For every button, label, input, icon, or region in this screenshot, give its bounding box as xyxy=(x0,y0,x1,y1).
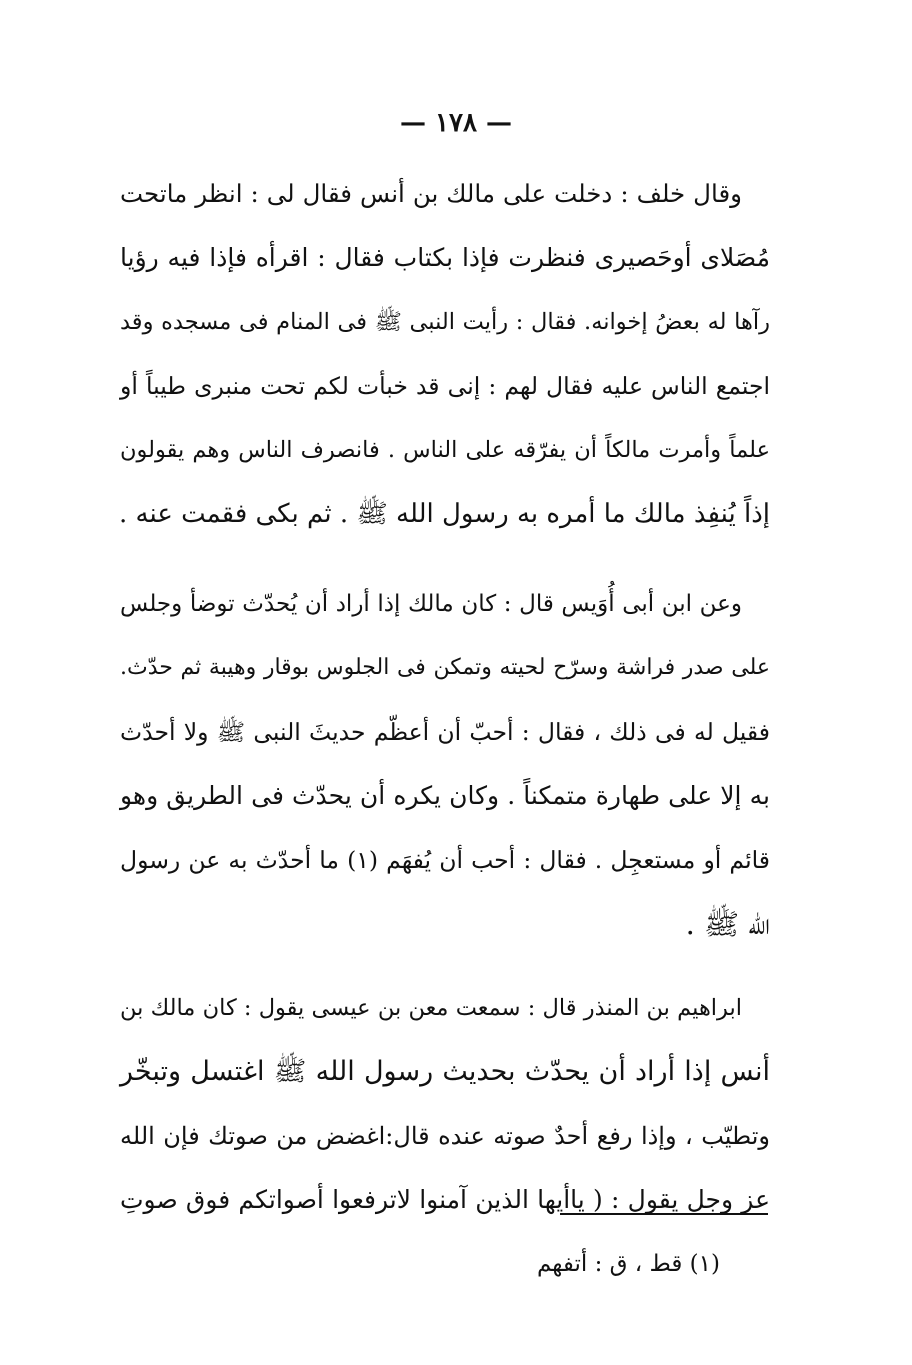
paragraph-3 xyxy=(120,976,770,1232)
text-line: الله ﷺ . xyxy=(685,907,770,941)
text-line: إذاً يُنفِذ مالك ما أمره به رسول الله ﷺ . ثم بكى فقمت عنه . xyxy=(119,499,770,529)
body-text xyxy=(120,162,770,1232)
text-line: وتطيّب ، وإذا رفع أحدٌ صوته عنده قال:اغضض من صوتك فإن الله xyxy=(120,1122,770,1150)
page-number: — ١٧٨ — xyxy=(399,108,513,138)
text-line: علماً وأمرت مالكاً أن يفرّقه على الناس . فانصرف الناس وهم يقولون xyxy=(120,437,770,463)
text-line: اجتمع الناس عليه فقال لهم : إنى قد خبأت لكم تحت منبرى طيباً أو xyxy=(120,372,770,400)
text-line: وقال خلف : دخلت على مالك بن أنس فقال لى : انظر ماتحت xyxy=(120,179,742,208)
text-line: وعن ابن أبى أُوَيس قال : كان مالك إذا أراد أن يُحدّث توضأ وجلس xyxy=(120,591,742,617)
text-line: رآها له بعضُ إخوانه. فقال : رأيت النبى ﷺ فى المنام فى مسجده وقد xyxy=(120,309,770,335)
paragraph-1 xyxy=(120,162,770,546)
footnote-divider xyxy=(560,1213,768,1215)
footnote: (١) قط ، ق : أتفهم xyxy=(536,1251,720,1277)
text-line: على صدر فراشة وسرّح لحيته وتمكن فى الجلوس بوقار وهيبة ثم حدّث. xyxy=(120,655,770,680)
text-line: قائم أو مستعجِل . فقال : أحب أن يُفهَم (١) ما أحدّث به عن رسول xyxy=(120,846,770,874)
text-line: مُصَلاى أوحَصيرى فنظرت فإذا بكتاب فقال : اقرأه فإذا فيه رؤيا xyxy=(120,243,770,272)
text-line: عز وجل يقول : ( ياأيها الذين آمنوا لاترفعوا أصواتكم فوق صوتِ xyxy=(120,1185,770,1214)
paragraph-2 xyxy=(120,572,770,956)
text-line: فقيل له فى ذلك ، فقال : أحبّ أن أعظّم حديثَ النبى ﷺ ولا أحدّث xyxy=(120,718,770,746)
text-line: به إلا على طهارة متمكناً . وكان يكره أن يحدّث فى الطريق وهو xyxy=(120,781,770,810)
text-line: ابراهيم بن المنذر قال : سمعت معن بن عيسى يقول : كان مالك بن xyxy=(120,995,742,1021)
text-line: أنس إذا أراد أن يحدّث بحديث رسول الله ﷺ اغتسل وتبخّر xyxy=(120,1056,770,1087)
